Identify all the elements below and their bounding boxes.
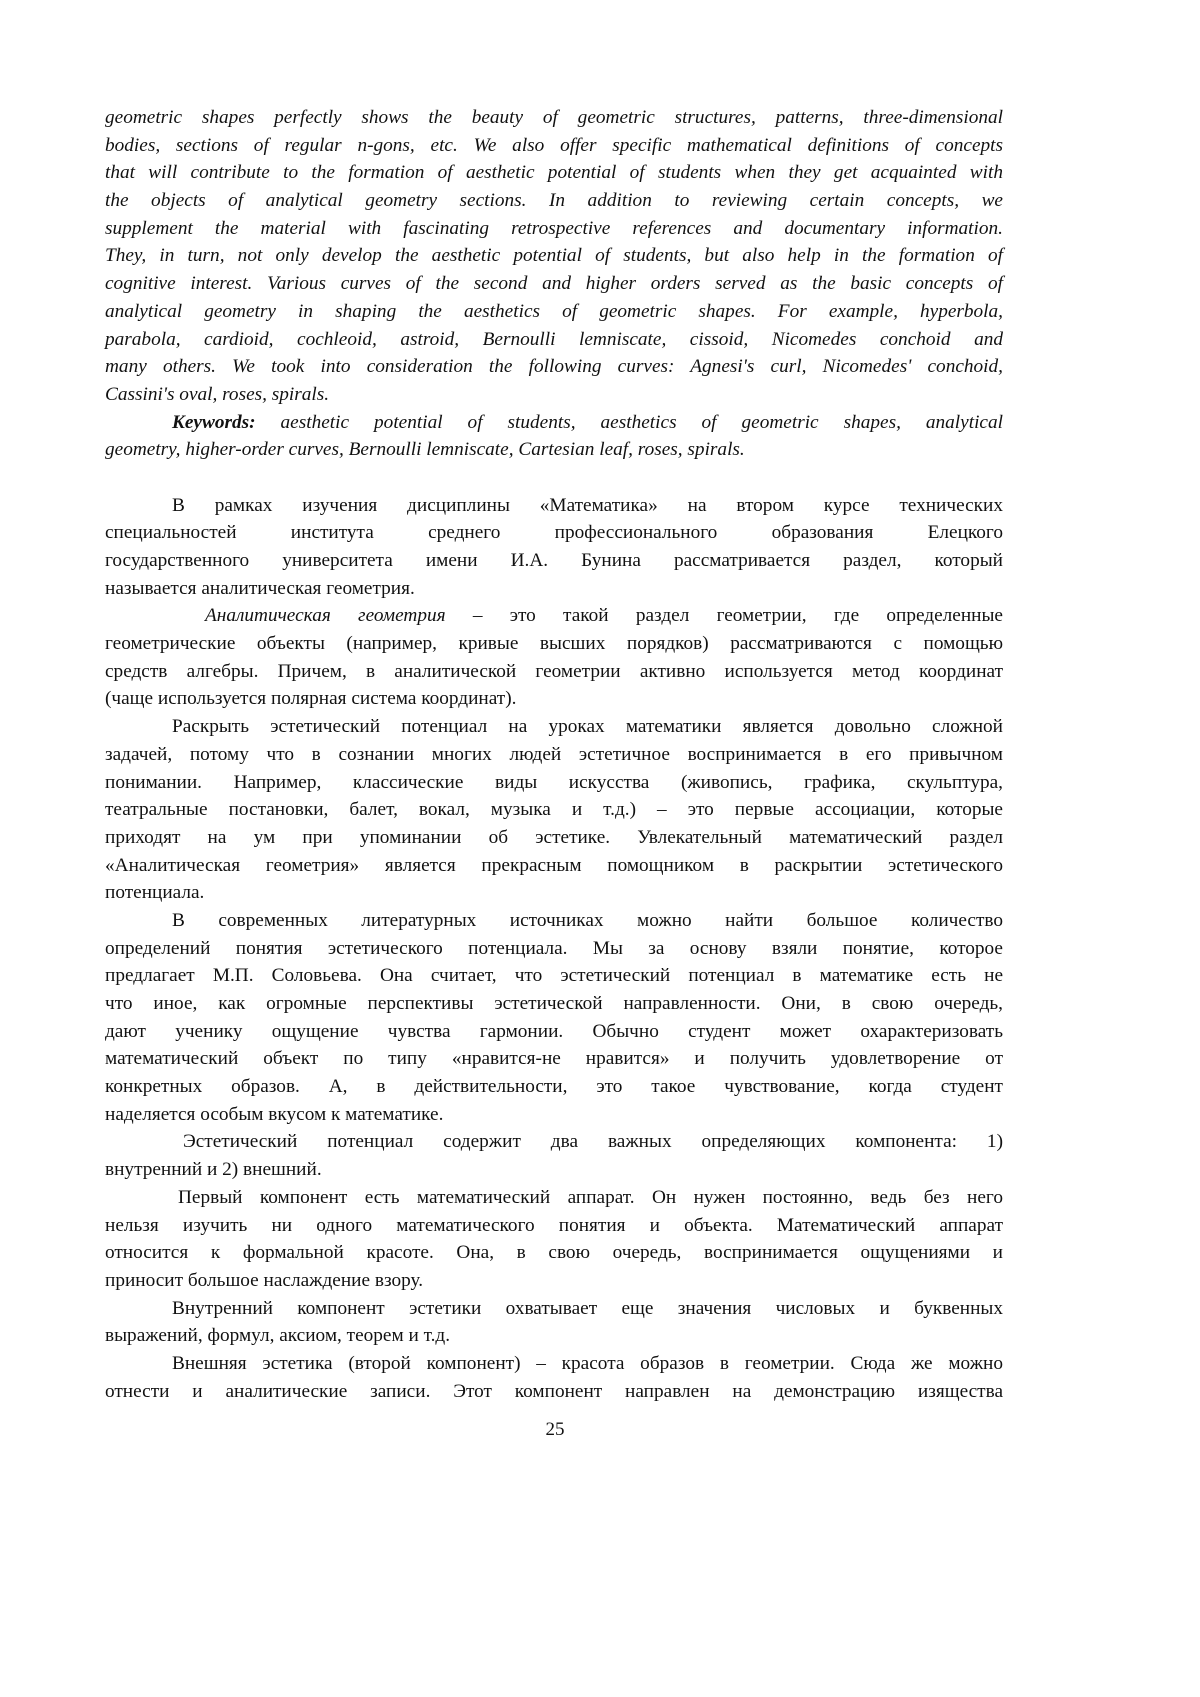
page-text — [105, 104, 1003, 1405]
keywords-text: aesthetic potential of students, aesthetics of geometric shapes, analytical — [256, 412, 1003, 433]
paragraph-line: государственного университета имени И.А. Бунина рассматривается раздел, который — [105, 547, 1003, 575]
paragraph — [105, 492, 1003, 603]
paragraph-line: Раскрыть эстетический потенциал на уроках математики является довольно сложной — [105, 713, 1003, 741]
line-text: – это такой раздел геометрии, где определенные — [446, 605, 1003, 626]
page-number: 25 — [0, 1419, 1110, 1441]
paragraph-line: конкретных образов. А, в действительности, это такое чувствование, когда студент — [105, 1073, 1003, 1101]
body-text — [105, 492, 1003, 1406]
abstract-line: geometric shapes perfectly shows the beauty of geometric structures, patterns, three-dimensional — [105, 104, 1003, 132]
abstract-line: many others. We took into consideration the following curves: Agnesi's curl, Nicomedes' conchoid, — [105, 353, 1003, 381]
abstract-line: cognitive interest. Various curves of the second and higher orders served as the basic concepts of — [105, 270, 1003, 298]
keywords-label: Keywords: — [172, 412, 256, 433]
paragraph-line: В рамках изучения дисциплины «Математика» на втором курсе технических — [105, 492, 1003, 520]
paragraph-line: математический объект по типу «нравится-не нравится» и получить удовлетворение от — [105, 1045, 1003, 1073]
paragraph-line: приходят на ум при упоминании об эстетике. Увлекательный математический раздел — [105, 824, 1003, 852]
paragraph-line: потенциала. — [105, 879, 1003, 907]
term-italic: Аналитическая геометрия — [205, 605, 446, 626]
paragraph-line: внутренний и 2) внешний. — [105, 1156, 1003, 1184]
paragraph-line: средств алгебры. Причем, в аналитической геометрии активно используется метод координат — [105, 658, 1003, 686]
paragraph — [105, 602, 1003, 713]
paragraph-line: наделяется особым вкусом к математике. — [105, 1101, 1003, 1129]
paragraph-line: задачей, потому что в сознании многих людей эстетичное воспринимается в его привычном — [105, 741, 1003, 769]
paragraph-line: В современных литературных источниках можно найти большое количество — [105, 907, 1003, 935]
paragraph-line: Внешняя эстетика (второй компонент) – красота образов в геометрии. Сюда же можно — [105, 1350, 1003, 1378]
paragraph — [105, 1184, 1003, 1295]
abstract-line: parabola, cardioid, cochleoid, astroid, Bernoulli lemniscate, cissoid, Nicomedes conchoid and — [105, 326, 1003, 354]
paragraph-line: предлагает М.П. Соловьева. Она считает, что эстетический потенциал в математике есть не — [105, 962, 1003, 990]
abstract-line: that will contribute to the formation of aesthetic potential of students when they get acquainted with — [105, 159, 1003, 187]
abstract-line: analytical geometry in shaping the aesthetics of geometric shapes. For example, hyperbola, — [105, 298, 1003, 326]
paragraph-line: отнести и аналитические записи. Этот компонент направлен на демонстрацию изящества — [105, 1378, 1003, 1406]
paragraph-line: определений понятия эстетического потенциала. Мы за основу взяли понятие, которое — [105, 935, 1003, 963]
paragraph-line: дают ученику ощущение чувства гармонии. Обычно студент может охарактеризовать — [105, 1018, 1003, 1046]
abstract-line: supplement the material with fascinating retrospective references and documentary information. — [105, 215, 1003, 243]
paragraph-line: (чаще используется полярная система координат). — [105, 685, 1003, 713]
paragraph — [105, 1350, 1003, 1405]
paragraph-line: Эстетический потенциал содержит два важных определяющих компонента: 1) — [105, 1128, 1003, 1156]
paragraph-line: «Аналитическая геометрия» является прекрасным помощником в раскрытии эстетического — [105, 852, 1003, 880]
abstract-line: They, in turn, not only develop the aesthetic potential of students, but also help in the formation of — [105, 242, 1003, 270]
abstract-line: the objects of analytical geometry sections. In addition to reviewing certain concepts, we — [105, 187, 1003, 215]
paragraph-line: понимании. Например, классические виды искусства (живопись, графика, скульптура, — [105, 769, 1003, 797]
paragraph-line: нельзя изучить ни одного математического понятия и объекта. Математический аппарат — [105, 1212, 1003, 1240]
paragraph — [105, 1295, 1003, 1350]
paragraph-line: приносит большое наслаждение взору. — [105, 1267, 1003, 1295]
paragraph — [105, 907, 1003, 1129]
paragraph-line: Первый компонент есть математический аппарат. Он нужен постоянно, ведь без него — [105, 1184, 1003, 1212]
paragraph-line: специальностей института среднего профессионального образования Елецкого — [105, 519, 1003, 547]
paragraph — [105, 713, 1003, 907]
paragraph-line — [105, 602, 1003, 630]
paragraph-line: Внутренний компонент эстетики охватывает еще значения числовых и буквенных — [105, 1295, 1003, 1323]
abstract-line: bodies, sections of regular n-gons, etc. We also offer specific mathematical definitions of concepts — [105, 132, 1003, 160]
paragraph-line: относится к формальной красоте. Она, в свою очередь, воспринимается ощущениями и — [105, 1239, 1003, 1267]
abstract-line: Cassini's oval, roses, spirals. — [105, 381, 1003, 409]
paragraph-line: называется аналитическая геометрия. — [105, 575, 1003, 603]
keywords-line: geometry, higher-order curves, Bernoulli lemniscate, Cartesian leaf, roses, spirals. — [105, 436, 1003, 464]
paragraph — [105, 1128, 1003, 1183]
paragraph-line: выражений, формул, аксиом, теорем и т.д. — [105, 1322, 1003, 1350]
abstract — [105, 104, 1003, 409]
paragraph-line: что иное, как огромные перспективы эстетической направленности. Они, в свою очередь, — [105, 990, 1003, 1018]
paragraph-line: театральные постановки, балет, вокал, музыка и т.д.) – это первые ассоциации, которые — [105, 796, 1003, 824]
keywords-line — [105, 409, 1003, 437]
paragraph-line: геометрические объекты (например, кривые высших порядков) рассматриваются с помощью — [105, 630, 1003, 658]
blank-line — [105, 464, 1003, 492]
